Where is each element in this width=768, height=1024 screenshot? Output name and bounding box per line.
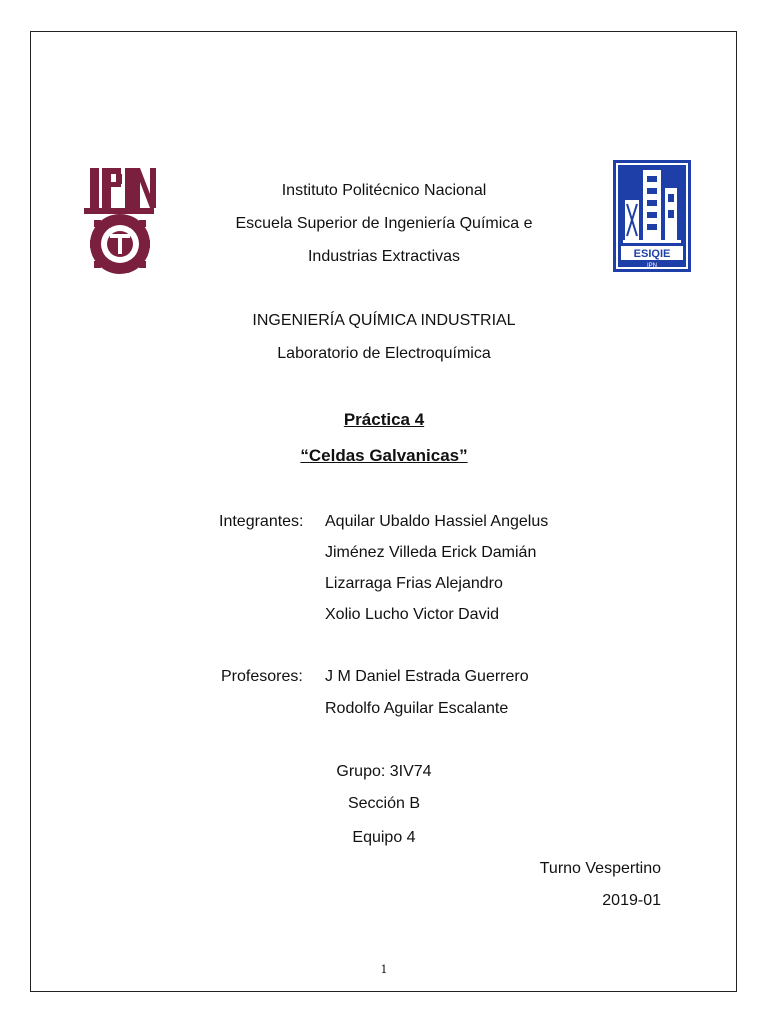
member-name: Aquilar Ubaldo Hassiel Angelus [325,513,549,530]
esiqie-logo-subtext: IPN [646,263,658,269]
lab-name: Laboratorio de Electroquímica [277,345,491,362]
group-label: Grupo: 3IV74 [336,763,432,780]
professor-name: J M Daniel Estrada Guerrero [325,668,529,685]
practice-number: Práctica 4 [343,410,425,429]
member-name: Xolio Lucho Victor David [325,606,500,623]
school-name-line1: Escuela Superior de Ingeniería Química e [235,215,533,232]
career-name: INGENIERÍA QUÍMICA INDUSTRIAL [252,312,516,329]
member-name: Lizarraga Frias Alejandro [325,575,503,592]
section-label: Sección B [347,795,421,812]
esiqie-logo-text: ESIQIE [633,248,671,260]
members-label: Integrantes: [219,513,304,530]
team-label: Equipo 4 [352,829,416,846]
shift-label: Turno Vespertino [539,860,661,877]
member-name: Jiménez Villeda Erick Damián [325,544,537,561]
practice-title: “Celdas Galvanicas” [300,446,468,465]
institution-name: Instituto Politécnico Nacional [281,182,487,199]
professors-label: Profesores: [221,668,303,685]
school-name-line2: Industrias Extractivas [307,248,461,265]
period-label: 2019-01 [602,892,661,909]
page-number: 1 [380,963,388,976]
professor-name: Rodolfo Aguilar Escalante [325,700,509,717]
